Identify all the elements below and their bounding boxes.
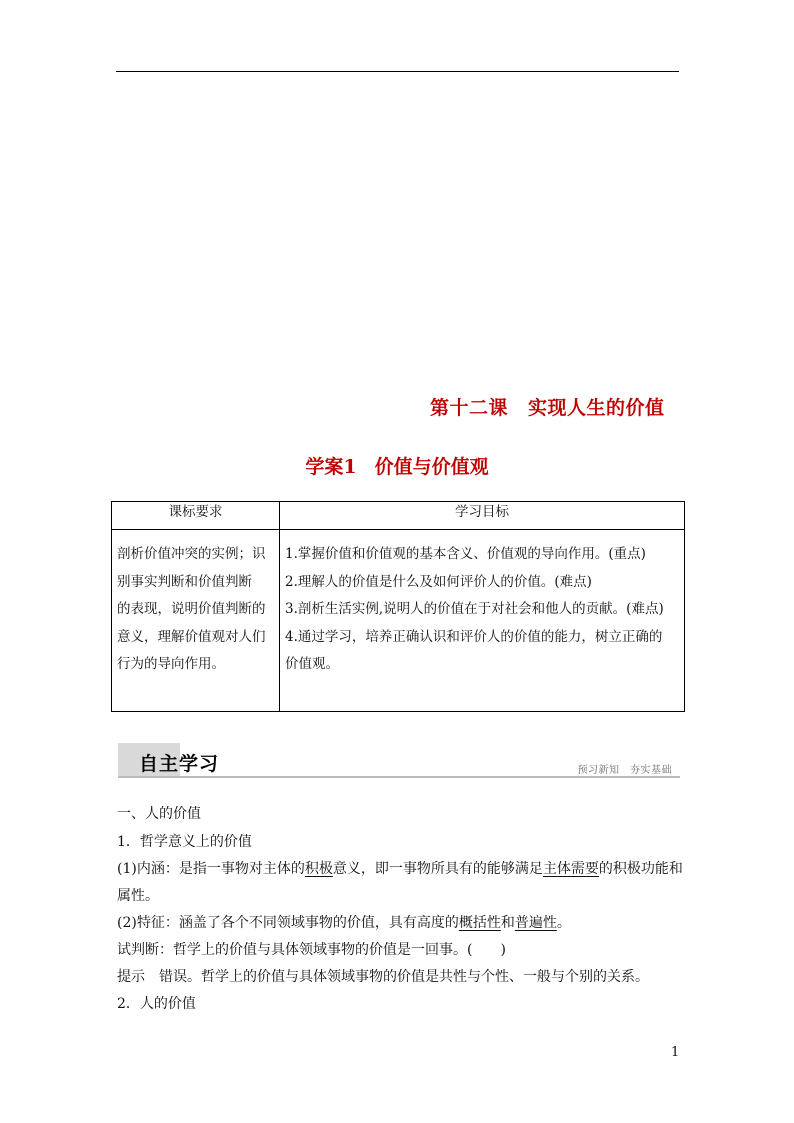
- lesson-name: 实现人生的价值: [528, 397, 665, 419]
- goal-item: 4.通过学习，培养正确认识和评价人的价值的能力，树立正确的: [285, 628, 663, 645]
- req-line: 剖析价值冲突的实例；识: [117, 546, 266, 562]
- req-line: 行为的导向作用。: [117, 656, 225, 672]
- case-number: 学案1: [305, 456, 357, 478]
- section-banner: [118, 743, 680, 777]
- hint-label: 提示: [117, 969, 145, 985]
- hint-line: [117, 967, 649, 987]
- header-curriculum: 课标要求: [112, 502, 280, 530]
- header-rule: [116, 71, 679, 72]
- table-header-row: [112, 502, 685, 530]
- paragraph-definition-cont: 属性。: [117, 888, 159, 904]
- blank-answer: 主体需要: [542, 861, 599, 877]
- table-row: [112, 530, 685, 712]
- heading-2: 1．哲学意义上的价值: [117, 834, 252, 850]
- heading-3: 2．人的价值: [117, 996, 196, 1012]
- section-title: 自主学习: [139, 753, 220, 775]
- hint-text: 错误。哲学上的价值与具体领域事物的价值是共性与个性、一般与个别的关系。: [159, 969, 649, 985]
- goal-item: 1.掌握价值和价值观的基本含义、价值观的导向作用。(重点): [285, 546, 646, 562]
- lesson-title: [430, 393, 665, 420]
- blank-answer: 普遍性: [514, 915, 557, 931]
- goal-item: 3.剖析生活实例,说明人的价值在于对社会和他人的贡献。(难点): [285, 601, 664, 617]
- section-banner-rule: [118, 776, 680, 778]
- page-number: 1: [671, 1045, 680, 1060]
- objectives-table: [111, 501, 685, 712]
- case-name: 价值与价值观: [374, 456, 489, 478]
- curriculum-cell: [112, 530, 280, 712]
- blank-answer: 概括性: [458, 915, 501, 931]
- case-title: [0, 452, 794, 479]
- paragraph-definition: (1)内涵：是指一事物对主体的积极意义，即一事物所具有的能够满足主体需要的积极功能和: [117, 861, 683, 877]
- goals-cell: [280, 530, 685, 712]
- section-subtitle: 预习新知 夯实基础: [577, 765, 672, 776]
- judgment-question: 试判断：哲学上的价值与具体领域事物的价值是一回事。( ): [117, 942, 506, 958]
- req-line: 的表现，说明价值判断的: [117, 601, 266, 617]
- lesson-number: 第十二课: [430, 397, 509, 419]
- heading-1: 一、人的价值: [117, 806, 201, 822]
- blank-answer: 积极: [304, 861, 333, 877]
- req-line: 意义，理解价值观对人们: [117, 628, 266, 645]
- paragraph-feature: (2)特征：涵盖了各个不同领域事物的价值，具有高度的概括性和普遍性。: [117, 915, 571, 931]
- goal-item: 2.理解人的价值是什么及如何评价人的价值。(难点): [285, 573, 592, 590]
- header-goals: 学习目标: [280, 502, 685, 530]
- req-line: 别事实判断和价值判断: [117, 573, 252, 590]
- goal-item: 价值观。: [285, 656, 339, 672]
